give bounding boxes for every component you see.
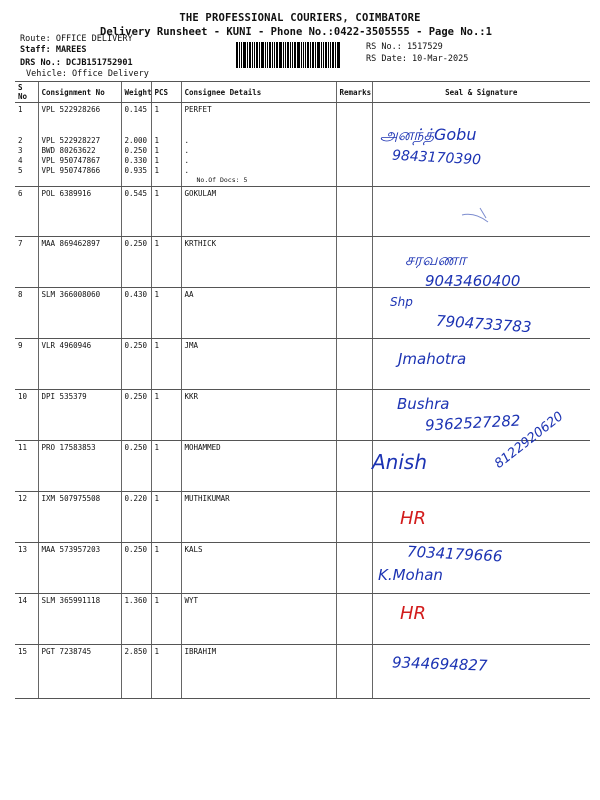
col-consignment: Consignment No <box>38 82 121 103</box>
signature-row12: HR <box>400 508 427 529</box>
barcode-bar <box>269 42 271 68</box>
barcode-bar <box>317 42 320 68</box>
barcode-bar <box>325 42 327 68</box>
col-signature: Seal & Signature <box>372 82 590 103</box>
drs-number: DRS No.: DCJB151752901 <box>20 58 133 68</box>
staff-label: Staff: MAREES <box>20 45 87 55</box>
table-row: 7 MAA 869462897 0.250 1 KRTHICK <box>15 237 590 288</box>
sno-cell: 1 2 3 4 5 <box>15 103 38 187</box>
table-row: 13 MAA 573957203 0.250 1 KALS <box>15 543 590 594</box>
barcode-bar <box>323 42 324 68</box>
signature-row1-phone: 9843170390 <box>391 147 482 169</box>
runsheet-subtitle: Delivery Runsheet - KUNI - Phone No.:0422-3505555 - Page No.:1 <box>100 26 492 38</box>
barcode-bar <box>241 42 242 68</box>
barcode-bar <box>274 42 275 68</box>
signature-row13-phone: 7034179666 <box>406 542 503 566</box>
pcs-cell: 1 1 1 1 1 <box>151 103 181 187</box>
barcode <box>236 42 356 68</box>
barcode-bar <box>297 42 300 68</box>
barcode-bar <box>272 42 273 68</box>
table-row: 11 PRO 17583853 0.250 1 MOHAMMED <box>15 441 590 492</box>
signature-row14: HR <box>400 603 427 624</box>
barcode-bar <box>290 42 291 68</box>
rs-date: RS Date: 10-Mar-2025 <box>366 54 469 64</box>
barcode-bar <box>287 42 289 68</box>
barcode-bar <box>285 42 286 68</box>
signature-row9: Jmahotra <box>398 350 467 368</box>
barcode-bar <box>276 42 278 68</box>
barcode-bar <box>337 42 340 68</box>
signature-row8-name: Shp <box>390 295 413 309</box>
docs-count: No.Of Docs: 5 <box>196 176 248 184</box>
barcode-bar <box>239 42 240 68</box>
signature-row8-phone: 7904733783 <box>435 311 532 337</box>
signature-row7-phone: 9043460400 <box>425 272 521 290</box>
table-row: 12 IXM 507975508 0.220 1 MUTHIKUMAR <box>15 492 590 543</box>
company-title: THE PROFESSIONAL COURIERS, COIMBATORE <box>179 12 421 24</box>
barcode-bar <box>279 42 282 68</box>
vehicle-label: Vehicle: Office Delivery <box>26 69 149 79</box>
barcode-bar <box>307 42 309 68</box>
signature-row10-name: Bushra <box>397 395 450 413</box>
signature-row1-name: அனந்த்Gobu <box>380 125 477 144</box>
consignee-cell: PERFET . . . . No.Of Docs: 5 <box>181 103 336 187</box>
barcode-bar <box>247 42 248 68</box>
barcode-bar <box>310 42 311 68</box>
table-row <box>15 103 590 187</box>
barcode-bar <box>312 42 314 68</box>
barcode-bar <box>252 42 253 68</box>
barcode-bar <box>265 42 266 68</box>
barcode-bar <box>303 42 304 68</box>
barcode-bar <box>335 42 336 68</box>
barcode-bar <box>256 42 258 68</box>
col-weight: Weight <box>121 82 151 103</box>
barcode-bar <box>259 42 260 68</box>
signature-row15: 9344694827 <box>391 653 488 675</box>
barcode-bar <box>328 42 329 68</box>
route-label: Route: OFFICE DELIVERY <box>20 34 133 44</box>
signature-row10-phone: 9362527282 <box>424 411 521 435</box>
consignment-cell: VPL 522928266 VPL 522928227 BWD 80263622 VPL 950747867 VPL 950747866 <box>38 103 121 187</box>
barcode-bar <box>261 42 264 68</box>
table-row: 9 VLR 4960946 0.250 1 JMA <box>15 339 590 390</box>
table-row: 6 POL 6389916 0.545 1 GOKULAM <box>15 187 590 237</box>
barcode-bar <box>332 42 334 68</box>
signature-row7-name: சரவணா <box>405 250 467 269</box>
barcode-bar <box>236 42 238 68</box>
barcode-bar <box>321 42 322 68</box>
barcode-bar <box>330 42 331 68</box>
col-pcs: PCS <box>151 82 181 103</box>
barcode-bar <box>294 42 296 68</box>
table-row: 14 SLM 365991118 1.360 1 WYT <box>15 594 590 645</box>
table-row: 15 PGT 7238745 2.850 1 IBRAHIM <box>15 645 590 699</box>
barcode-bar <box>267 42 268 68</box>
barcode-bar <box>254 42 255 68</box>
signature-row13-name: K.Mohan <box>378 566 443 584</box>
weight-cell: 0.145 2.000 0.250 0.330 0.935 <box>121 103 151 187</box>
barcode-bar <box>243 42 246 68</box>
signature-row11-phone: 8122920620 <box>492 409 567 472</box>
barcode-bar <box>249 42 251 68</box>
barcode-bar <box>305 42 306 68</box>
barcode-bar <box>283 42 284 68</box>
runsheet-table <box>15 81 590 699</box>
signature-row11-name: Anish <box>372 450 428 474</box>
col-consignee: Consignee Details <box>181 82 336 103</box>
col-remarks: Remarks <box>336 82 372 103</box>
col-sno: S No <box>15 82 38 103</box>
barcode-bar <box>292 42 293 68</box>
table-row: 10 DPI 535379 0.250 1 KKR <box>15 390 590 441</box>
barcode-bar <box>315 42 316 68</box>
table-header-row <box>15 82 590 103</box>
barcode-bar <box>301 42 302 68</box>
table-row: 8 SLM 366008060 0.430 1 AA <box>15 288 590 339</box>
remarks-cell <box>336 103 372 187</box>
rs-number: RS No.: 1517529 <box>366 42 443 52</box>
